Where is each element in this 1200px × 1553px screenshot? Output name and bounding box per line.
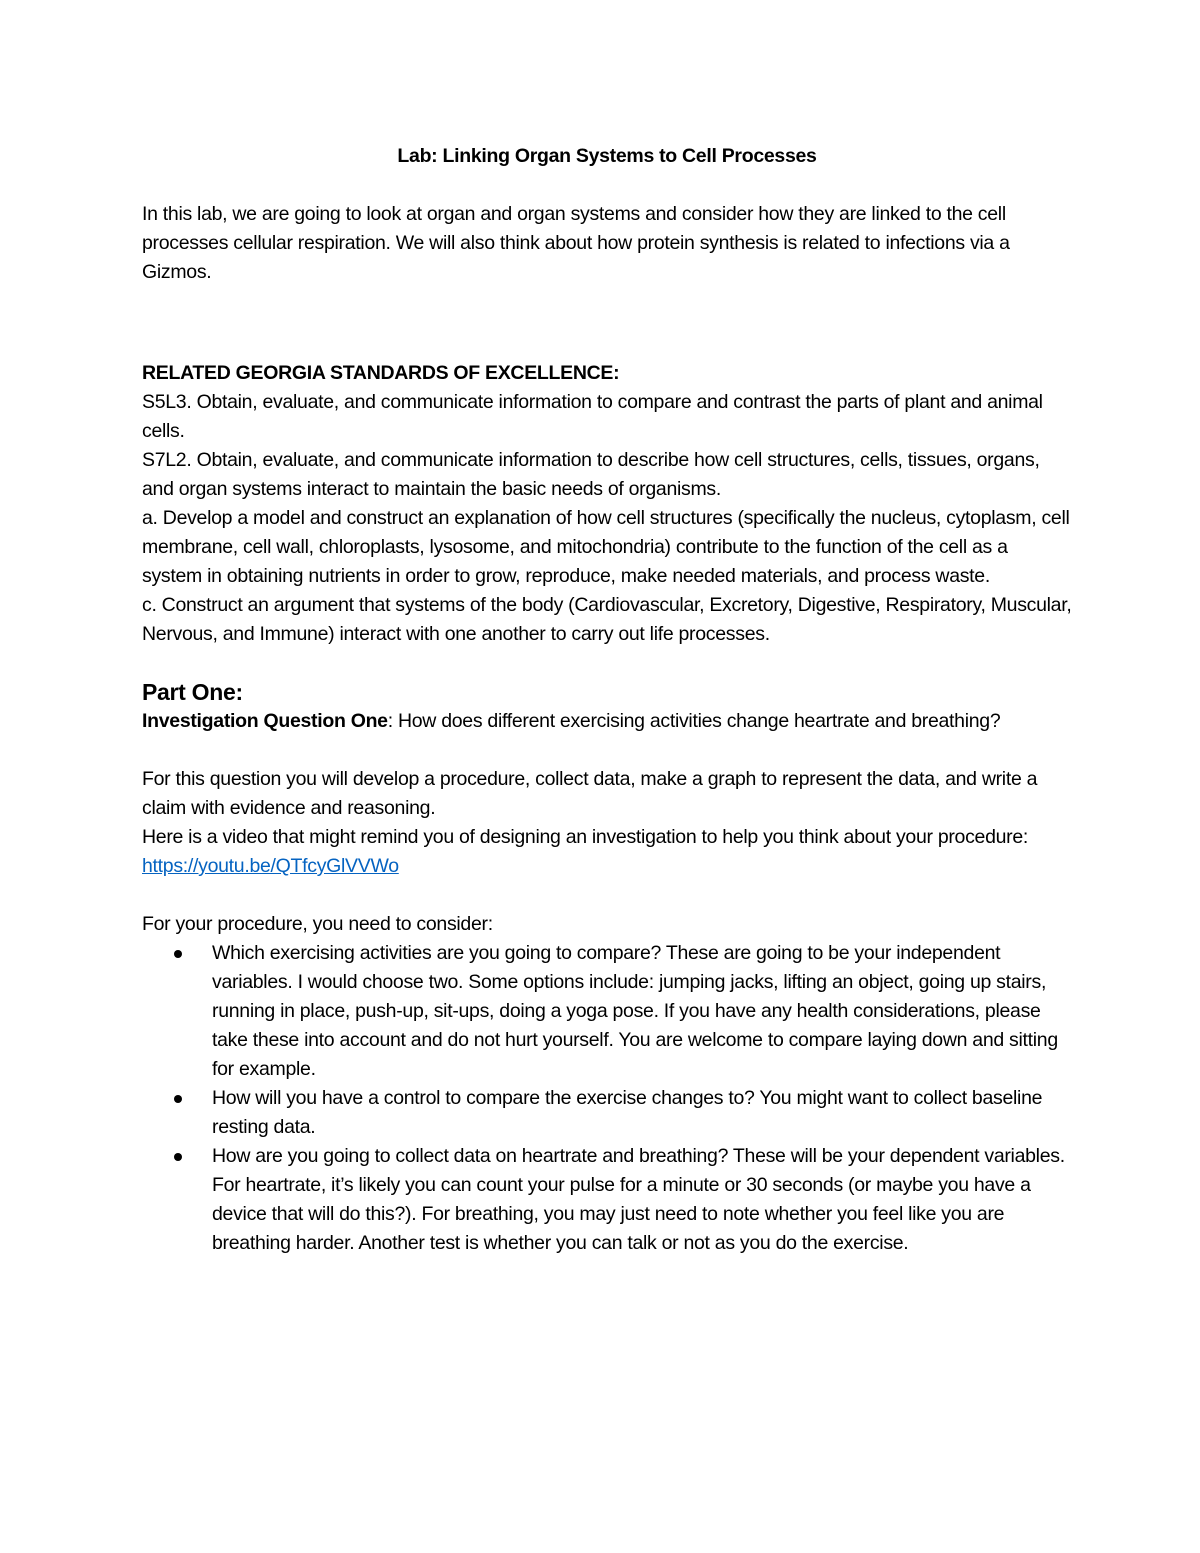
- consider-heading: For your procedure, you need to consider:: [142, 913, 493, 935]
- intro-paragraph: In this lab, we are going to look at organ and organ systems and consider how they are linked to the cell processes cellular respiration. We will also think about how protein synthesis is related to infections via a Gizmos.: [142, 203, 1010, 283]
- bullet-icon: [174, 1153, 182, 1161]
- standard-s5l3: S5L3. Obtain, evaluate, and communicate information to compare and contrast the parts of plant and animal cells.: [142, 391, 1043, 442]
- part-one-section: [142, 677, 1072, 1258]
- list-item-text: Which exercising activities are you going to compare? These are going to be your independent variables. I would choose two. Some options include: jumping jacks, lifting an object, going up stairs, running in place, push-up, sit-ups, doing a yoga pose. If you have any health considerations, please take these into account and do not hurt yourself. You are welcome to compare laying down and sitting for example.: [212, 942, 1058, 1080]
- investigation-question-label: Investigation Question One: [142, 710, 388, 732]
- document-title: Lab: Linking Organ Systems to Cell Processes: [397, 145, 817, 167]
- list-item-text: How are you going to collect data on heartrate and breathing? These will be your dependent variables. For heartrate, it’s likely you can count your pulse for a minute or 30 seconds (or maybe you have a device that will do this?). For breathing, you may just need to note whether you feel like you are breathing harder. Another test is whether you can talk or not as you do the exercise.: [212, 1145, 1065, 1254]
- video-paragraph: [142, 823, 1072, 881]
- investigation-question-text: : How does different exercising activities change heartrate and breathing?: [387, 710, 1001, 732]
- bullet-icon: [174, 1095, 182, 1103]
- list-item-text: How will you have a control to compare the exercise changes to? You might want to collect baseline resting data.: [212, 1087, 1043, 1138]
- standard-s7l2-c: c. Construct an argument that systems of the body (Cardiovascular, Excretory, Digestive, Respiratory, Muscular, Nervous, and Immune) interact with one another to carry out life processes.: [142, 594, 1072, 645]
- list-item: [142, 1084, 1072, 1142]
- list-item: [142, 939, 1072, 1084]
- standard-s7l2: S7L2. Obtain, evaluate, and communicate information to describe how cell structures, cells, tissues, organs, and organ systems interact to maintain the basic needs of organisms.: [142, 449, 1040, 500]
- standard-s7l2-a: a. Develop a model and construct an explanation of how cell structures (specifically the nucleus, cytoplasm, cell membrane, cell wall, chloroplasts, lysosome, and mitochondria) contribute to the function of the cell as a system in obtaining nutrients in order to grow, reproduce, make needed materials, and process waste.: [142, 507, 1070, 587]
- document-body: [142, 142, 1072, 1258]
- standards-section: [142, 359, 1072, 649]
- video-text: Here is a video that might remind you of designing an investigation to help you think about your procedure:: [142, 826, 1029, 848]
- bullet-icon: [174, 950, 182, 958]
- consider-list: [142, 939, 1072, 1258]
- instructions-paragraph: For this question you will develop a procedure, collect data, make a graph to represent the data, and write a claim with evidence and reasoning.: [142, 768, 1038, 819]
- standards-heading: RELATED GEORGIA STANDARDS OF EXCELLENCE:: [142, 362, 620, 384]
- part-one-heading: Part One:: [142, 679, 243, 705]
- investigation-question: [142, 707, 1072, 736]
- list-item: [142, 1142, 1072, 1258]
- video-link[interactable]: https://youtu.be/QTfcyGlVVWo: [142, 855, 399, 877]
